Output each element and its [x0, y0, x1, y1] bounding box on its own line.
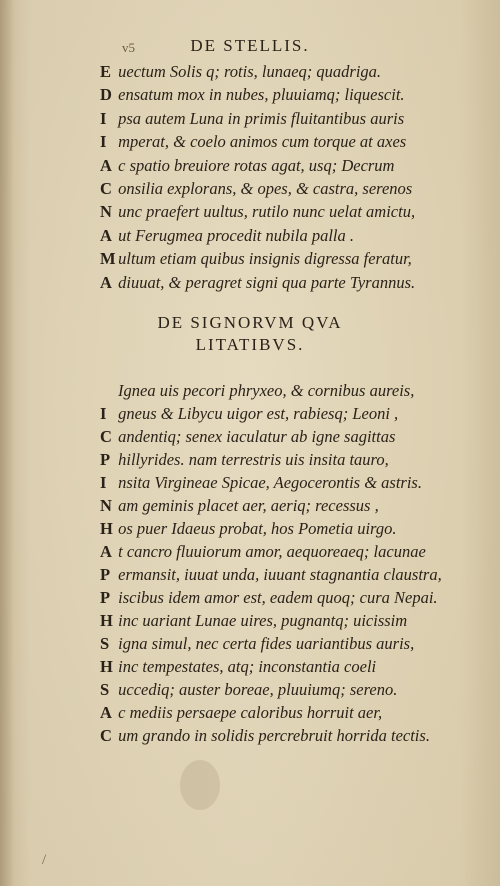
verse-text: um grando in solidis percrebruit horrida tectis. [114, 726, 430, 745]
verse-initial: P [100, 588, 111, 607]
verse-initial: A [100, 272, 112, 292]
verse-line [100, 542, 426, 562]
verse-line [100, 62, 381, 82]
verse-initial: I [100, 473, 107, 492]
verse-text: inc uariant Lunae uires, pugnantq; uicissim [114, 611, 408, 630]
verse-line [100, 202, 415, 222]
verse-text: ut Ferugmea procedit nubila palla . [114, 225, 354, 245]
verse-initial: A [100, 703, 112, 722]
verse-text: uccediq; auster boreae, pluuiumq; sereno. [114, 680, 398, 699]
verse-line [100, 634, 414, 654]
verse-line [100, 249, 412, 269]
verse-line [100, 404, 398, 424]
verse-initial: H [100, 657, 113, 676]
verse-initial: A [100, 542, 112, 561]
verse-text: hillyrides. nam terrestris uis insita tauro, [114, 450, 389, 469]
verse-initial: C [100, 179, 112, 198]
verse-line [100, 703, 382, 723]
verse-line [100, 565, 442, 585]
verse-initial: E [100, 62, 112, 81]
verse-text: t cancro fluuiorum amor, aequoreaeq; lacunae [114, 542, 426, 561]
verse-initial: C [100, 726, 112, 745]
verse-text: ultum etiam quibus insignis digressa feratur, [114, 249, 412, 269]
page-stain [180, 760, 220, 810]
verse-text: am geminis placet aer, aeriq; recessus , [114, 496, 379, 515]
verse-text: ensatum mox in nubes, pluuiamq; liquescit. [114, 85, 405, 105]
verse-line [118, 381, 414, 401]
verse-text: onsilia explorans, & opes, & castra, serenos [114, 179, 413, 198]
verse-text: unc praefert uultus, rutilo nunc uelat amictu, [114, 202, 416, 222]
verse-initial: N [100, 202, 112, 222]
verse-text: inc tempestates, atq; inconstantia coeli [114, 657, 377, 676]
verse-line [100, 450, 389, 470]
verse-initial: I [100, 132, 107, 152]
verse-initial: P [100, 450, 111, 469]
verse-initial: I [100, 404, 107, 423]
verse-text: nsita Virgineae Spicae, Aegocerontis & astris. [114, 473, 422, 492]
verse-initial: M [100, 249, 116, 269]
verse-initial: I [100, 108, 107, 128]
verse-line [100, 85, 405, 105]
verse-text: c mediis persaepe caloribus horruit aer, [114, 703, 383, 722]
verse-initial: P [100, 565, 111, 584]
verse-initial: S [100, 680, 110, 699]
section-title-line2: LITATIBVS. [195, 335, 305, 354]
verse-text: igna simul, nec certa fides uariantibus auris, [114, 634, 415, 653]
verse-line [100, 179, 412, 199]
verse-text: psa autem Luna in primis fluitantibus auris [114, 108, 405, 128]
verse-line [100, 156, 394, 176]
verse-line [100, 726, 430, 746]
verse-text: Ignea uis pecori phryxeo, & cornibus aureis, [118, 381, 415, 400]
footer-mark: / [42, 852, 47, 868]
verse-line [100, 427, 395, 447]
verse-text: uectum Solis q; rotis, lunaeq; quadriga. [114, 62, 382, 81]
verse-text: andentiq; senex iaculatur ab igne sagittas [114, 427, 396, 446]
verse-line [100, 519, 396, 539]
verse-initial: H [100, 611, 113, 630]
verse-line [100, 588, 438, 608]
verse-line [100, 611, 407, 631]
verse-text: gneus & Libycu uigor est, rabiesq; Leoni , [114, 404, 399, 423]
verse-line [100, 680, 397, 700]
section-title-line1: DE SIGNORVM QVA [157, 313, 343, 332]
verse-initial: A [100, 155, 112, 175]
verse-text: mperat, & coelo animos cum torque at axes [114, 132, 407, 152]
verse-initial: N [100, 496, 112, 515]
verse-initial: S [100, 634, 110, 653]
verse-text: diuuat, & peragret signi qua parte Tyrannus. [114, 272, 416, 292]
verse-text: ermansit, iuuat unda, iuuant stagnantia claustra, [114, 565, 442, 584]
page-mark: v5 [122, 40, 135, 55]
verse-line [100, 473, 422, 493]
verse-text: iscibus idem amor est, eadem quoq; cura Nepai. [114, 588, 438, 607]
verse-line [100, 273, 415, 293]
verse-line [100, 132, 406, 152]
verse-initial: H [100, 519, 113, 538]
verse-line [100, 657, 376, 677]
verse-initial: D [100, 85, 112, 105]
page-title: DE STELLIS. [190, 36, 310, 55]
verse-text: c spatio breuiore rotas agat, usq; Decrum [114, 155, 395, 175]
verse-text: os puer Idaeus probat, hos Pometia uirgo. [114, 519, 397, 538]
verse-line [100, 226, 354, 246]
verse-line [100, 496, 379, 516]
verse-initial: C [100, 427, 112, 446]
verse-line [100, 109, 404, 129]
verse-initial: A [100, 225, 112, 245]
